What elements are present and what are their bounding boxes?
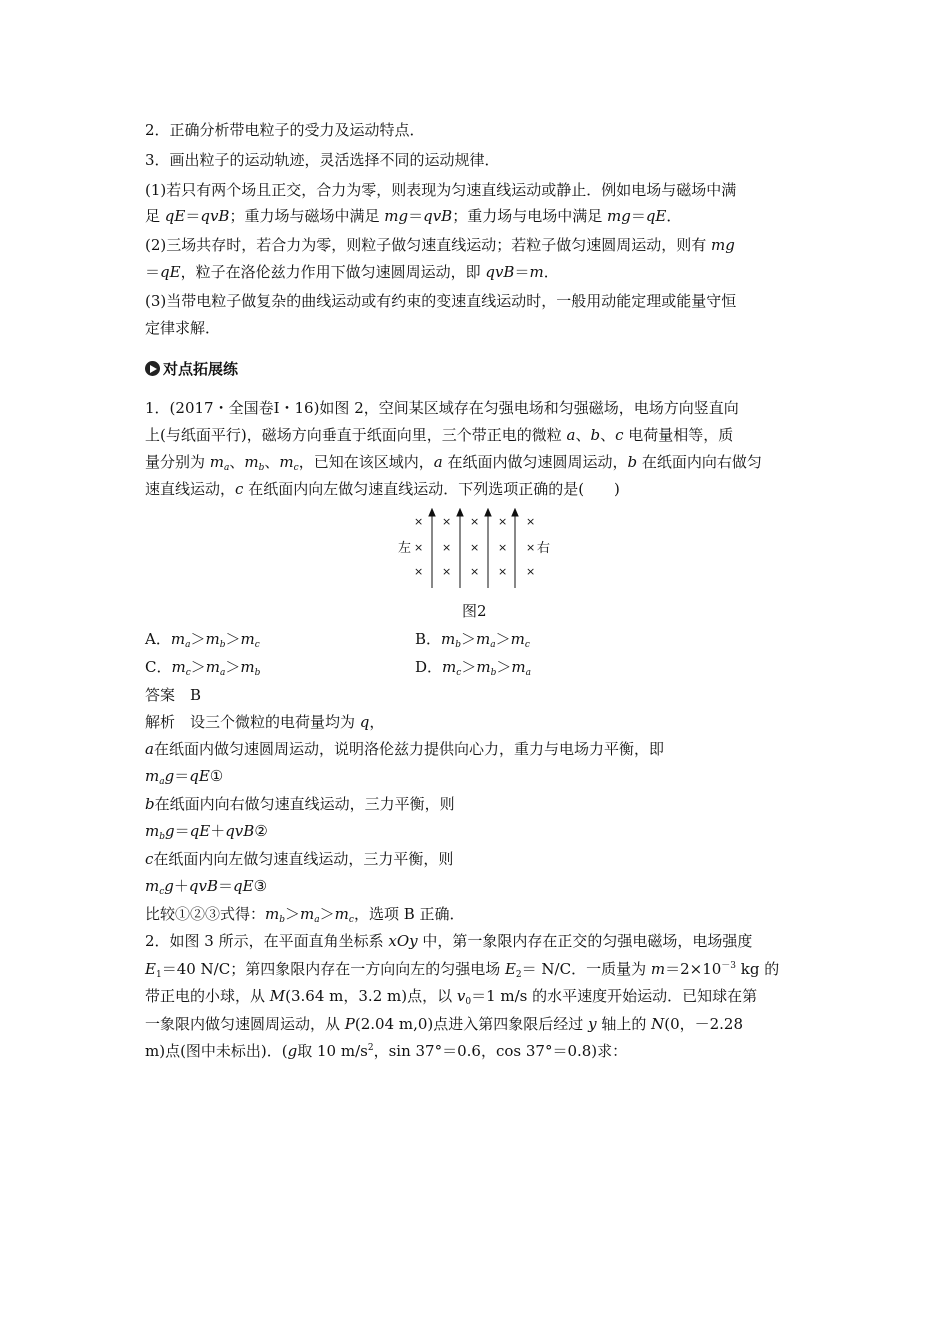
intro-point-3: 3．画出粒子的运动轨迹，灵活选择不同的运动规律． <box>145 151 500 169</box>
intro-point-2: 2．正确分析带电粒子的受力及运动特点． <box>145 121 425 139</box>
figure-2 <box>395 508 565 593</box>
play-circle-icon <box>145 361 160 376</box>
option-d: D．$m_c>m_b>m_a$ <box>415 658 531 678</box>
analysis-b: b在纸面内向右做匀速直线运动，三力平衡，则 <box>145 795 455 813</box>
option-a: A．$m_a>m_b>m_c$ <box>145 630 260 650</box>
cross-mark: × <box>526 541 536 554</box>
q2-line3: 带正电的小球，从 M(3.64 m，3.2 m)点，以 $v_0=1$ m/s 的水平速度开始运动．已知球在第 <box>145 987 758 1007</box>
q1-line3: 量分别为 $m_a$、$m_b$、$m_c$，已知在该区域内，a 在纸面内做匀速圆周运动，b 在纸面内向右做匀 <box>145 453 762 473</box>
cross-mark: × <box>442 515 452 528</box>
q2-line5: m)点(图中未标出)．(g取 10 $m/s^2$，sin 37°＝0.6，cos 37°＝0.8)求： <box>145 1042 628 1060</box>
intro-point-3-3-line1: (3)当带电粒子做复杂的曲线运动或有约束的变速直线运动时，一般用动能定理或能量守恒 <box>145 292 737 310</box>
right-label: 右 <box>537 541 551 556</box>
equation-3: $m_cg+qvB=qE③$ <box>145 877 268 897</box>
cross-mark: × <box>526 565 536 578</box>
analysis-intro: 解析 设三个微粒的电荷量均为 q， <box>145 713 385 731</box>
intro-point-3-3-line2: 定律求解． <box>145 319 221 337</box>
cross-mark: × <box>414 515 424 528</box>
q2-line4: 一象限内做匀速圆周运动，从 P(2.04 m,0)点进入第四象限后经过 y 轴上的 N(0，－2.28 <box>145 1015 744 1033</box>
cross-mark: × <box>442 541 452 554</box>
cross-mark: × <box>498 565 508 578</box>
intro-point-3-2-line1: (2)三场共存时，若合力为零，则粒子做匀速直线运动；若粒子做匀速圆周运动，则有 mg <box>145 236 735 254</box>
cross-mark: × <box>498 515 508 528</box>
answer: 答案 B <box>145 686 202 704</box>
cross-mark: × <box>526 515 536 528</box>
figure-caption: 图2 <box>462 602 487 620</box>
equation-2: $m_bg=qE+qvB②$ <box>145 822 268 842</box>
analysis-conclusion: 比较①②③式得：$m_b>m_a>m_c$，选项 B 正确． <box>145 905 465 925</box>
cross-mark: × <box>414 565 424 578</box>
left-label: 左 <box>398 541 412 556</box>
q1-line4: 速直线运动，c 在纸面内向左做匀速直线运动．下列选项正确的是( ) <box>145 480 620 498</box>
cross-mark: × <box>442 565 452 578</box>
q1-line1: 1．(2017・全国卷Ⅰ・16)如图 2，空间某区域存在匀强电场和匀强磁场，电场方向竖直向 <box>145 399 739 417</box>
section-title: 对点拓展练 <box>163 360 239 378</box>
q2-line2: $E_1=40$ N/C；第四象限内存在一方向向左的匀强电场 $E_2= N/C$．一质量为 $m=2\times 10^{-3}$ kg 的 <box>145 960 780 980</box>
analysis-c: c在纸面内向左做匀速直线运动，三力平衡，则 <box>145 850 454 868</box>
intro-point-3-2-line2: ＝qE，粒子在洛伦兹力作用下做匀速圆周运动，即 qvB＝m． <box>145 263 559 281</box>
cross-mark: × <box>470 565 480 578</box>
cross-mark: × <box>498 541 508 554</box>
cross-mark: × <box>470 541 480 554</box>
option-b: B．$m_b>m_a>m_c$ <box>415 630 530 650</box>
intro-point-3-1-line1: (1)若只有两个场且正交，合力为零，则表现为匀速直线运动或静止．例如电场与磁场中满 <box>145 181 737 199</box>
q1-line2: 上(与纸面平行)，磁场方向垂直于纸面向里，三个带正电的微粒 a、b、c 电荷量相等，质 <box>145 426 734 444</box>
section-header <box>145 358 238 379</box>
equation-1: $m_ag=qE①$ <box>145 767 224 787</box>
option-c: C．$m_c>m_a>m_b$ <box>145 658 261 678</box>
q2-line1: 2．如图 3 所示，在平面直角坐标系 xOy 中，第一象限内存在正交的匀强电磁场，电场强度 <box>145 932 753 950</box>
analysis-a: a在纸面内做匀速圆周运动，说明洛伦兹力提供向心力，重力与电场力平衡，即 <box>145 740 664 758</box>
cross-mark: × <box>470 515 480 528</box>
intro-point-3-1-line2: 足 qE＝qvB；重力场与磁场中满足 mg＝qvB；重力场与电场中满足 mg＝qE． <box>145 207 682 225</box>
cross-mark: × <box>414 541 424 554</box>
